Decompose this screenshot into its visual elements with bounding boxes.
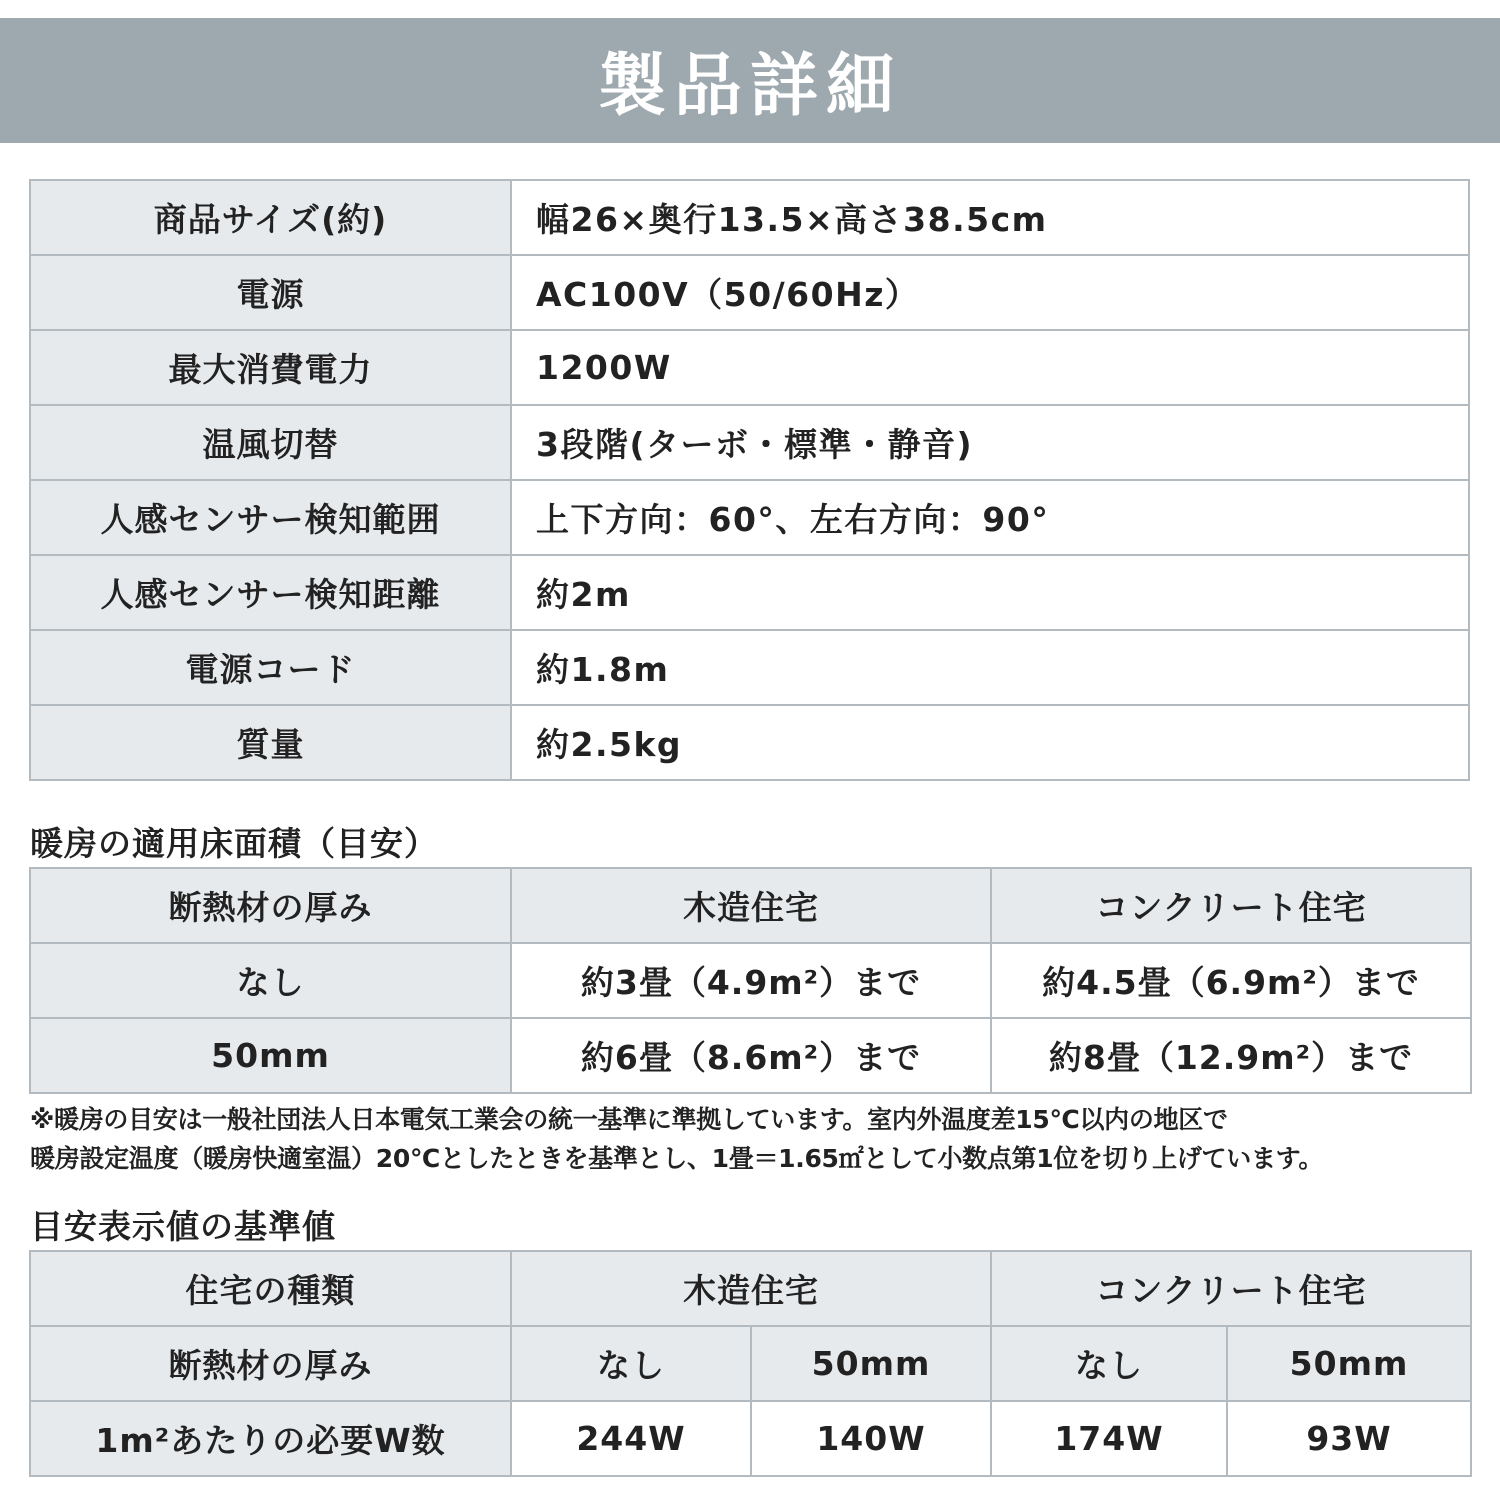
thickness-cell: 50mm <box>751 1326 991 1401</box>
table-row <box>30 630 1469 705</box>
column-header-concrete: コンクリート住宅 <box>991 1251 1471 1326</box>
table-row <box>30 705 1469 780</box>
spec-label: 電源 <box>30 255 511 330</box>
thickness-label: 断熱材の厚み <box>30 1326 511 1401</box>
spec-label: 電源コード <box>30 630 511 705</box>
table-row <box>30 1401 1471 1476</box>
floor-area-heading: 暖房の適用床面積（目安） <box>30 824 438 863</box>
thickness-cell: なし <box>991 1326 1227 1401</box>
spec-value: 約2.5kg <box>511 705 1469 780</box>
column-header-wooden: 木造住宅 <box>511 868 991 943</box>
spec-label: 商品サイズ(約) <box>30 180 511 255</box>
spec-value: AC100V（50/60Hz） <box>511 255 1469 330</box>
table-row <box>30 405 1469 480</box>
watts-cell: 174W <box>991 1401 1227 1476</box>
table-cell: 約6畳（8.6m²）まで <box>511 1018 991 1093</box>
watts-label: 1m²あたりの必要W数 <box>30 1401 511 1476</box>
row-label: なし <box>30 943 511 1018</box>
row-label: 50mm <box>30 1018 511 1093</box>
spec-label: 人感センサー検知範囲 <box>30 480 511 555</box>
thickness-cell: 50mm <box>1227 1326 1471 1401</box>
column-header-concrete: コンクリート住宅 <box>991 868 1471 943</box>
spec-value: 3段階(ターボ・標準・静音) <box>511 405 1469 480</box>
table-row <box>30 943 1471 1018</box>
table-row <box>30 255 1469 330</box>
footnote <box>30 1100 1475 1178</box>
table-row <box>30 330 1469 405</box>
spec-value: 1200W <box>511 330 1469 405</box>
thickness-cell: なし <box>511 1326 751 1401</box>
floor-area-table <box>29 867 1472 1094</box>
spec-value: 約2m <box>511 555 1469 630</box>
page-title: 製品詳細 <box>597 47 902 126</box>
table-header-row <box>30 868 1471 943</box>
table-cell: 約4.5畳（6.9m²）まで <box>991 943 1471 1018</box>
table-row <box>30 555 1469 630</box>
spec-label: 温風切替 <box>30 405 511 480</box>
title-band <box>0 18 1500 143</box>
column-header-thickness: 断熱材の厚み <box>30 868 511 943</box>
table-header-row <box>30 1326 1471 1401</box>
table-header-row <box>30 1251 1471 1326</box>
spec-label: 最大消費電力 <box>30 330 511 405</box>
watts-cell: 140W <box>751 1401 991 1476</box>
column-header-wooden: 木造住宅 <box>511 1251 991 1326</box>
watts-cell: 93W <box>1227 1401 1471 1476</box>
spec-value: 約1.8m <box>511 630 1469 705</box>
table-row <box>30 480 1469 555</box>
housing-type-label: 住宅の種類 <box>30 1251 511 1326</box>
spec-table <box>29 179 1470 781</box>
spec-label: 人感センサー検知距離 <box>30 555 511 630</box>
reference-heading: 目安表示値の基準値 <box>30 1207 336 1246</box>
reference-table <box>29 1250 1472 1477</box>
table-cell: 約8畳（12.9m²）まで <box>991 1018 1471 1093</box>
footnote-line: 暖房設定温度（暖房快適室温）20℃としたときを基準とし、1畳＝1.65㎡として小数点第1位を切り上げています。 <box>30 1144 1324 1173</box>
footnote-line: ※暖房の目安は一般社団法人日本電気工業会の統一基準に準拠しています。室内外温度差15℃以内の地区で <box>30 1105 1228 1134</box>
spec-value: 幅26×奥行13.5×高さ38.5cm <box>511 180 1469 255</box>
table-cell: 約3畳（4.9m²）まで <box>511 943 991 1018</box>
watts-cell: 244W <box>511 1401 751 1476</box>
spec-label: 質量 <box>30 705 511 780</box>
table-row <box>30 180 1469 255</box>
spec-value: 上下方向：60°、左右方向：90° <box>511 480 1469 555</box>
table-row <box>30 1018 1471 1093</box>
